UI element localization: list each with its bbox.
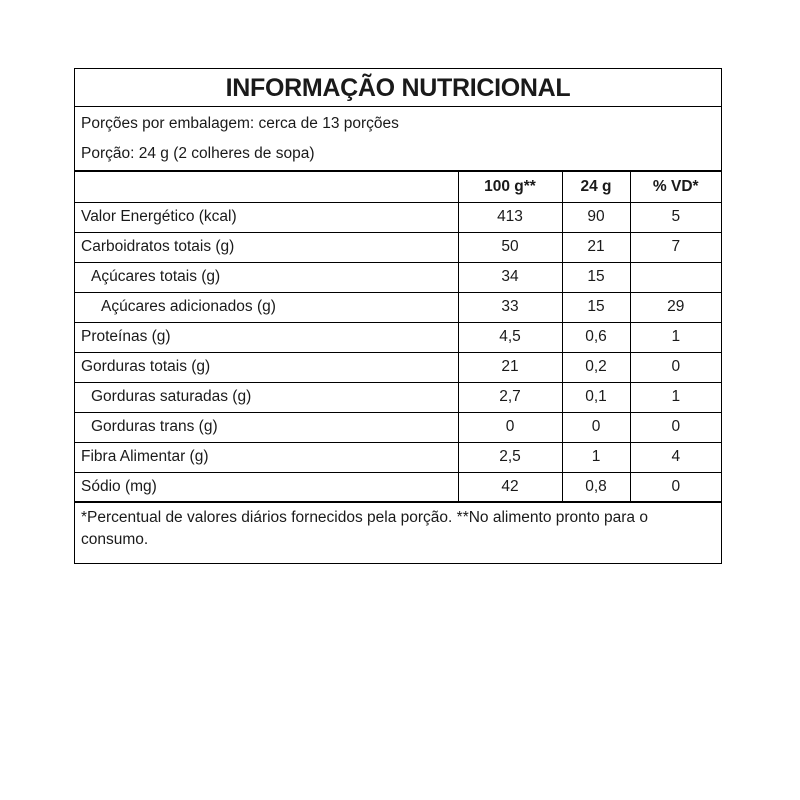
value-daily: 1 [630,322,721,352]
value-per-100g: 42 [458,472,562,502]
table-row [75,382,721,412]
value-per-100g: 413 [458,202,562,232]
value-per-100g: 33 [458,292,562,322]
value-per-100g: 4,5 [458,322,562,352]
table-row [75,292,721,322]
servings-per-package: Porções por embalagem: cerca de 13 porções [81,115,399,132]
label-title: INFORMAÇÃO NUTRICIONAL [75,69,721,107]
value-per-serving: 0,1 [562,382,630,412]
table-header-row [75,172,721,202]
table-row [75,262,721,292]
value-daily: 29 [630,292,721,322]
value-per-serving: 1 [562,442,630,472]
value-daily: 0 [630,412,721,442]
column-header [75,172,458,202]
nutrient-name: Sódio (mg) [75,472,458,502]
table-row [75,442,721,472]
table-row [75,232,721,262]
value-daily [630,262,721,292]
value-per-100g: 21 [458,352,562,382]
value-per-serving: 0 [562,412,630,442]
nutrition-facts-label [74,68,722,564]
column-header-daily-value: % VD* [630,172,721,202]
portion-info [75,107,721,172]
table-row [75,322,721,352]
value-per-serving: 90 [562,202,630,232]
nutrient-name: Gorduras saturadas (g) [75,382,458,412]
value-per-100g: 34 [458,262,562,292]
nutrient-name: Gorduras trans (g) [75,412,458,442]
value-daily: 5 [630,202,721,232]
value-per-100g: 2,7 [458,382,562,412]
value-per-100g: 50 [458,232,562,262]
value-daily: 0 [630,472,721,502]
value-per-100g: 0 [458,412,562,442]
value-daily: 4 [630,442,721,472]
nutrient-name: Gorduras totais (g) [75,352,458,382]
column-header-per-serving: 24 g [562,172,630,202]
nutrient-name: Proteínas (g) [75,322,458,352]
nutrient-name: Açúcares adicionados (g) [75,292,458,322]
nutrient-name: Fibra Alimentar (g) [75,442,458,472]
value-per-serving: 15 [562,262,630,292]
value-daily: 1 [630,382,721,412]
nutrition-table [75,172,721,503]
value-daily: 0 [630,352,721,382]
table-row [75,352,721,382]
value-per-serving: 0,6 [562,322,630,352]
table-row [75,472,721,502]
value-per-serving: 0,8 [562,472,630,502]
nutrient-name: Valor Energético (kcal) [75,202,458,232]
value-per-100g: 2,5 [458,442,562,472]
serving-size: Porção: 24 g (2 colheres de sopa) [81,145,315,162]
column-header-per-100g: 100 g** [458,172,562,202]
table-row [75,412,721,442]
value-per-serving: 21 [562,232,630,262]
nutrient-name: Açúcares totais (g) [75,262,458,292]
value-per-serving: 15 [562,292,630,322]
footnote: *Percentual de valores diários fornecidos pela porção. **No alimento pronto para o consumo. [81,509,648,548]
value-daily: 7 [630,232,721,262]
value-per-serving: 0,2 [562,352,630,382]
table-row [75,202,721,232]
nutrient-name: Carboidratos totais (g) [75,232,458,262]
